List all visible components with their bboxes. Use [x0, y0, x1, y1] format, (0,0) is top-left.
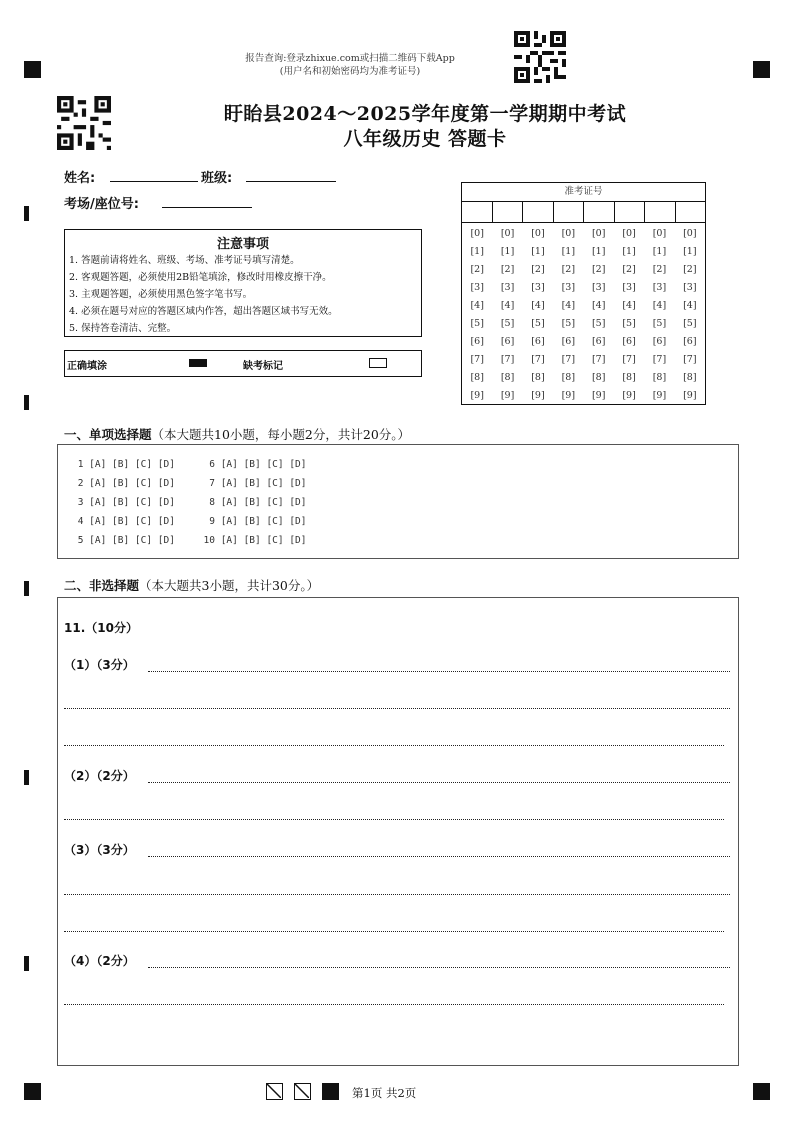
digit-column — [584, 223, 614, 405]
timing-mark — [24, 206, 29, 221]
notice-item: 5. 保持答卷清洁、完整。 — [69, 323, 177, 334]
digit-bubble[interactable]: [1] — [531, 246, 545, 257]
digit-bubble[interactable]: [6] — [500, 336, 515, 347]
notice-item: 3. 主观题答题，必须使用黑色签字笔书写。 — [69, 289, 253, 300]
digit-bubble[interactable]: [2] — [622, 264, 636, 275]
answer-line[interactable] — [148, 671, 730, 672]
choice-row[interactable]: 4 [A] [B] [C] [D] 9 [A] [B] [C] [D] — [72, 516, 307, 527]
digit-bubble[interactable]: [7] — [622, 354, 636, 365]
digit-bubble[interactable]: [6] — [561, 336, 576, 347]
digit-bubble[interactable]: [2] — [470, 264, 484, 275]
section2-desc: （本大题共3小题，共计30分。） — [139, 578, 320, 593]
digit-bubble[interactable]: [4] — [531, 300, 545, 311]
report-query-line: 报告查询:登录zhixue.com或扫描二维码下载App — [245, 53, 455, 64]
seat-field[interactable] — [162, 207, 252, 208]
digit-bubble[interactable]: [5] — [470, 318, 484, 329]
notice-title: 注意事项 — [216, 237, 269, 252]
digit-bubble[interactable]: [6] — [652, 336, 667, 347]
student-qr-code — [57, 96, 111, 150]
app-qr-code — [514, 31, 566, 83]
digit-bubble[interactable]: [9] — [561, 390, 576, 401]
choice-row[interactable]: 2 [A] [B] [C] [D] 7 [A] [B] [C] [D] — [72, 478, 307, 489]
digit-write-cell[interactable] — [523, 202, 554, 222]
page-marker-slash-1 — [266, 1083, 283, 1100]
digit-bubble[interactable]: [8] — [531, 372, 545, 383]
digit-write-cell[interactable] — [462, 202, 493, 222]
digit-bubble[interactable]: [6] — [470, 336, 484, 347]
section1-title: 一、单项选择题 — [64, 427, 152, 442]
digit-bubble[interactable]: [7] — [531, 354, 545, 365]
digit-bubble[interactable]: [5] — [591, 318, 606, 329]
digit-bubble[interactable]: [6] — [531, 336, 545, 347]
digit-bubble[interactable]: [5] — [683, 318, 697, 329]
digit-bubble[interactable]: [0] — [591, 228, 606, 239]
digit-bubble[interactable]: [4] — [591, 300, 606, 311]
digit-bubble[interactable]: [2] — [500, 264, 515, 275]
digit-write-cell[interactable] — [645, 202, 676, 222]
digit-bubble[interactable]: [3] — [652, 282, 667, 293]
digit-bubble[interactable]: [2] — [531, 264, 545, 275]
digit-bubble[interactable]: [4] — [652, 300, 667, 311]
section2-title: 二、非选择题 — [64, 578, 140, 593]
choice-row[interactable]: 5 [A] [B] [C] [D] 10 [A] [B] [C] [D] — [72, 535, 307, 546]
class-field[interactable] — [246, 181, 336, 182]
notice-box — [64, 229, 422, 337]
corner-mark-bottom-right — [753, 1083, 770, 1100]
digit-column — [462, 223, 492, 405]
report-query-note — [200, 52, 500, 78]
timing-mark — [24, 956, 29, 971]
answer-line[interactable] — [64, 931, 724, 932]
digit-bubble[interactable]: [3] — [470, 282, 484, 293]
correct-fill-sample — [189, 359, 207, 367]
absent-mark-label: 缺考标记 — [243, 361, 283, 372]
digit-bubble[interactable]: [1] — [622, 246, 636, 257]
digit-column — [614, 223, 644, 405]
part-2-label: （2）（2分） — [64, 769, 135, 783]
answer-line[interactable] — [148, 967, 730, 968]
digit-bubble[interactable]: [3] — [622, 282, 636, 293]
login-hint-line: (用户名和初始密码均为准考证号) — [279, 66, 421, 77]
answer-line[interactable] — [64, 894, 730, 895]
digit-bubble[interactable]: [7] — [500, 354, 515, 365]
name-field[interactable] — [110, 181, 198, 182]
digit-bubble[interactable]: [9] — [470, 390, 484, 401]
digit-bubble[interactable]: [1] — [470, 246, 484, 257]
digit-bubble[interactable]: [8] — [591, 372, 606, 383]
correct-fill-label: 正确填涂 — [67, 361, 107, 372]
digit-bubble[interactable]: [4] — [470, 300, 484, 311]
digit-bubble-columns — [462, 223, 705, 405]
answer-line[interactable] — [64, 745, 724, 746]
digit-bubble[interactable]: [4] — [500, 300, 515, 311]
digit-bubble[interactable]: [5] — [652, 318, 667, 329]
digit-column — [675, 223, 705, 405]
digit-bubble[interactable]: [9] — [652, 390, 667, 401]
digit-bubble[interactable]: [4] — [622, 300, 636, 311]
digit-column — [492, 223, 522, 405]
digit-bubble[interactable]: [3] — [591, 282, 606, 293]
digit-bubble[interactable]: [8] — [500, 372, 515, 383]
absent-mark-checkbox[interactable] — [369, 358, 387, 368]
digit-column — [523, 223, 553, 405]
part-3-label: （3）（3分） — [64, 843, 135, 857]
class-label: 班级: — [201, 171, 233, 186]
fill-legend — [64, 350, 422, 377]
digit-bubble[interactable]: [1] — [591, 246, 606, 257]
digit-bubble[interactable]: [4] — [683, 300, 697, 311]
digit-bubble[interactable]: [5] — [531, 318, 545, 329]
digit-bubble[interactable]: [0] — [531, 228, 545, 239]
digit-bubble[interactable]: [1] — [652, 246, 667, 257]
digit-bubble[interactable]: [3] — [531, 282, 545, 293]
section1-heading — [64, 425, 410, 443]
digit-bubble[interactable]: [5] — [561, 318, 576, 329]
part-4-label: （4）（2分） — [64, 954, 135, 968]
answer-line[interactable] — [64, 708, 730, 709]
exam-title: 盱眙县2024～2025学年度第一学期期中考试 — [223, 103, 627, 125]
digit-bubble[interactable]: [8] — [683, 372, 697, 383]
corner-mark-top-left — [24, 61, 41, 78]
digit-bubble[interactable]: [4] — [561, 300, 576, 311]
digit-bubble[interactable]: [0] — [683, 228, 697, 239]
digit-bubble[interactable]: [0] — [652, 228, 667, 239]
written-answer-area[interactable] — [57, 597, 739, 1066]
slash-icon — [295, 1084, 309, 1098]
part-1-label: （1）（3分） — [64, 658, 135, 672]
admission-number-title: 准考证号 — [462, 183, 705, 202]
digit-bubble[interactable]: [2] — [591, 264, 606, 275]
digit-write-cell[interactable] — [676, 202, 706, 222]
multiple-choice-area — [57, 444, 739, 559]
admission-number-grid — [461, 182, 706, 405]
slash-icon — [267, 1084, 281, 1098]
digit-bubble[interactable]: [2] — [683, 264, 697, 275]
notice-item: 1. 答题前请将姓名、班级、考场、准考证号填写清楚。 — [69, 255, 300, 266]
timing-mark — [24, 770, 29, 785]
digit-bubble[interactable]: [0] — [622, 228, 636, 239]
digit-write-cell[interactable] — [584, 202, 615, 222]
digit-bubble[interactable]: [8] — [622, 372, 636, 383]
digit-bubble[interactable]: [9] — [683, 390, 697, 401]
digit-bubble[interactable]: [7] — [683, 354, 697, 365]
choice-row[interactable]: 3 [A] [B] [C] [D] 8 [A] [B] [C] [D] — [72, 497, 307, 508]
answer-line[interactable] — [64, 819, 724, 820]
notice-item: 2. 客观题答题，必须使用2B铅笔填涂，修改时用橡皮擦干净。 — [69, 272, 332, 283]
digit-write-cell[interactable] — [554, 202, 585, 222]
digit-bubble[interactable]: [9] — [622, 390, 636, 401]
digit-bubble[interactable]: [1] — [561, 246, 576, 257]
digit-bubble[interactable]: [5] — [500, 318, 515, 329]
timing-mark — [24, 581, 29, 596]
digit-bubble[interactable]: [7] — [561, 354, 576, 365]
digit-bubble[interactable]: [3] — [561, 282, 576, 293]
digit-bubble[interactable]: [3] — [683, 282, 697, 293]
digit-bubble[interactable]: [2] — [652, 264, 667, 275]
digit-bubble[interactable]: [3] — [500, 282, 515, 293]
page-marker-filled — [322, 1083, 339, 1100]
digit-bubble[interactable]: [1] — [683, 246, 697, 257]
digit-bubble[interactable]: [7] — [591, 354, 606, 365]
digit-bubble[interactable]: [8] — [652, 372, 667, 383]
answer-line[interactable] — [64, 1004, 724, 1005]
digit-write-cell[interactable] — [493, 202, 524, 222]
digit-bubble[interactable]: [0] — [470, 228, 484, 239]
digit-bubble[interactable]: [6] — [591, 336, 606, 347]
digit-bubble[interactable]: [6] — [622, 336, 636, 347]
digit-bubble[interactable]: [6] — [683, 336, 697, 347]
digit-bubble[interactable]: [9] — [531, 390, 545, 401]
digit-bubble[interactable]: [0] — [500, 228, 515, 239]
admission-number-write-row — [462, 202, 705, 223]
question-11-label: 11.（10分） — [64, 621, 138, 635]
digit-bubble[interactable]: [1] — [500, 246, 515, 257]
corner-mark-top-right — [753, 61, 770, 78]
page-marker-slash-2 — [294, 1083, 311, 1100]
digit-bubble[interactable]: [5] — [622, 318, 636, 329]
digit-bubble[interactable]: [7] — [470, 354, 484, 365]
timing-mark — [24, 395, 29, 410]
digit-column — [553, 223, 583, 405]
seat-label: 考场/座位号: — [64, 197, 139, 212]
name-label: 姓名: — [64, 171, 96, 186]
answer-line[interactable] — [148, 782, 730, 783]
section2-heading — [64, 576, 319, 594]
digit-bubble[interactable]: [0] — [561, 228, 576, 239]
digit-bubble[interactable]: [2] — [561, 264, 576, 275]
digit-bubble[interactable]: [7] — [652, 354, 667, 365]
digit-bubble[interactable]: [9] — [591, 390, 606, 401]
digit-bubble[interactable]: [8] — [561, 372, 576, 383]
digit-column — [644, 223, 674, 405]
notice-item: 4. 必须在题号对应的答题区域内作答，超出答题区域书写无效。 — [69, 306, 338, 317]
corner-mark-bottom-left — [24, 1083, 41, 1100]
exam-subtitle: 八年级历史 答题卡 — [343, 128, 507, 150]
digit-bubble[interactable]: [8] — [470, 372, 484, 383]
section1-desc: （本大题共10小题，每小题2分，共计20分。） — [151, 427, 411, 442]
digit-bubble[interactable]: [9] — [500, 390, 515, 401]
choice-row[interactable]: 1 [A] [B] [C] [D] 6 [A] [B] [C] [D] — [72, 459, 307, 470]
answer-line[interactable] — [148, 856, 730, 857]
page-number: 第1页 共2页 — [352, 1086, 417, 1100]
digit-write-cell[interactable] — [615, 202, 646, 222]
